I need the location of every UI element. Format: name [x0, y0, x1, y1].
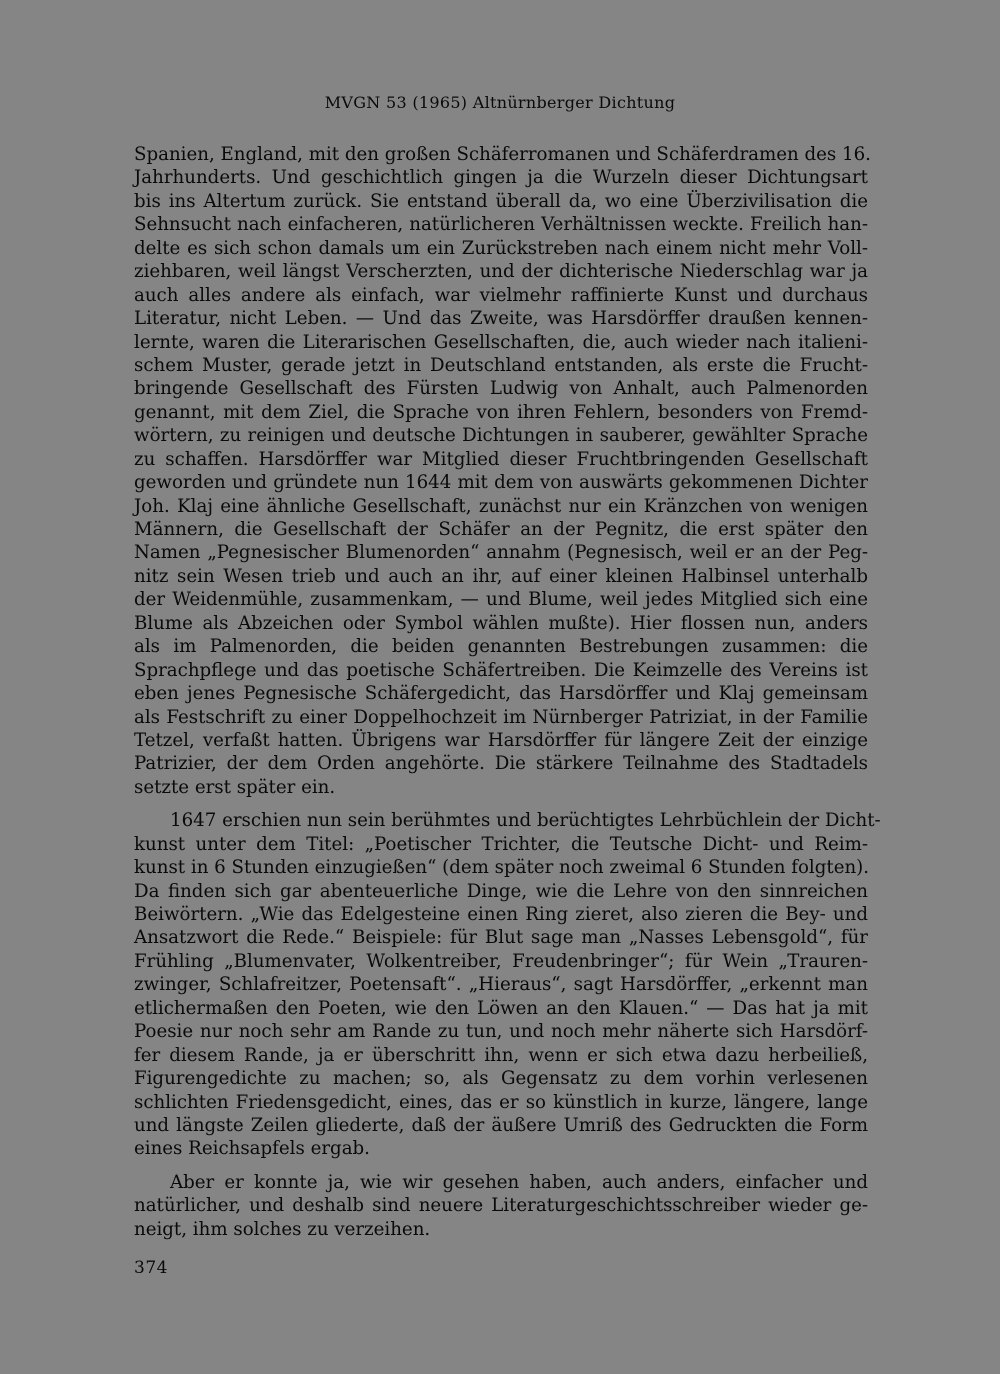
text-line: der Weidenmühle, zusammenkam, — und Blume, weil jedes Mitglied sich eine: [134, 589, 868, 611]
text-line: bis ins Altertum zurück. Sie entstand überall da, wo eine Überzivilisation die: [134, 190, 868, 212]
text-line: zwinger, Schlafreitzer, Poetensaft“. „Hieraus“, sagt Harsdörffer, „erkennt man: [134, 974, 868, 996]
text-line: 1647 erschien nun sein berühmtes und berüchtigtes Lehrbüchlein der Dicht-: [170, 810, 881, 832]
running-header: MVGN 53 (1965) Altnürnberger Dichtung: [324, 93, 676, 112]
text-line: natürlicher, und deshalb sind neuere Literaturgeschichtsschreiber wieder ge-: [134, 1195, 868, 1217]
text-line: lernte, waren die Literarischen Gesellschaften, die, auch wieder nach italieni-: [134, 331, 868, 353]
text-line: kunst unter dem Titel: „Poetischer Trichter, die Teutsche Dicht- und Reim-: [134, 833, 868, 855]
text-line: Da finden sich gar abenteuerliche Dinge, wie die Lehre von den sinnreichen: [134, 880, 868, 902]
text-line: etlichermaßen den Poeten, wie den Löwen an den Klauen.“ — Das hat ja mit: [134, 997, 868, 1019]
text-line: Namen „Pegnesischer Blumenorden“ annahm (Pegnesisch, weil er an der Peg-: [134, 542, 868, 564]
paragraph-gap: [134, 1161, 868, 1171]
body-text: [134, 143, 881, 1241]
text-line: zu schaffen. Harsdörffer war Mitglied dieser Fruchtbringenden Gesellschaft: [134, 448, 868, 470]
text-line: Frühling „Blumenvater, Wolkentreiber, Freudenbringer“; für Wein „Trauren-: [134, 950, 868, 972]
text-line: Joh. Klaj eine ähnliche Gesellschaft, zunächst nur ein Kränzchen von wenigen: [134, 495, 868, 517]
paragraph-3: [134, 1171, 868, 1241]
text-line: Spanien, England, mit den großen Schäferromanen und Schäferdramen des 16.: [134, 144, 871, 165]
paragraph-2: [134, 809, 881, 1161]
text-line: Beiwörtern. „Wie das Edelgesteine einen Ring zieret, also zieren die Bey- und: [134, 904, 868, 925]
text-line: Ansatzwort die Rede.“ Beispiele: für Blut sage man „Nasses Lebensgold“, für: [134, 927, 868, 949]
text-line: Jahrhunderts. Und geschichtlich gingen ja die Wurzeln dieser Dichtungsart: [134, 167, 868, 189]
text-line: Patrizier, der dem Orden angehörte. Die stärkere Teilnahme des Stadtadels: [134, 753, 868, 775]
paragraph-gap: [134, 799, 868, 809]
text-line: schem Muster, gerade jetzt in Deutschland entstanden, als erste die Frucht-: [134, 354, 868, 376]
paragraph-1: [134, 143, 871, 799]
text-line: eines Reichsapfels ergab.: [134, 1138, 370, 1160]
text-line: Literatur, nicht Leben. — Und das Zweite, was Harsdörffer draußen kennen-: [134, 308, 868, 330]
text-line: Männern, die Gesellschaft der Schäfer an der Pegnitz, die erst später den: [134, 519, 868, 540]
text-line: bringende Gesellschaft des Fürsten Ludwig von Anhalt, auch Palmenorden: [134, 378, 868, 400]
text-line: Sehnsucht nach einfacheren, natürlicheren Verhältnissen weckte. Freilich han-: [134, 214, 868, 236]
text-line: geworden und gründete nun 1644 mit dem von auswärts gekommenen Dichter: [134, 472, 868, 494]
text-line: als im Palmenorden, die beiden genannten Bestrebungen zusammen: die: [134, 636, 868, 658]
text-line: Figurengedichte zu machen; so, als Gegensatz zu dem vorhin verlesenen: [134, 1068, 868, 1090]
text-line: und längste Zeilen gliederte, daß der äußere Umriß des Gedruckten die Form: [134, 1114, 868, 1136]
text-line: Poesie nur noch sehr am Rande zu tun, und noch mehr näherte sich Harsdörf-: [134, 1021, 868, 1043]
text-line: fer diesem Rande, ja er überschritt ihn, wenn er sich etwa dazu herbeiließ,: [134, 1044, 868, 1066]
text-line: eben jenes Pegnesische Schäfergedicht, das Harsdörffer und Klaj gemeinsam: [134, 683, 868, 705]
text-line: schlichten Friedensgedicht, eines, das er so künstlich in kurze, längere, lange: [134, 1091, 868, 1113]
text-line: ziehbaren, weil längst Verscherzten, und der dichterische Niederschlag war ja: [134, 261, 868, 283]
text-line: wörtern, zu reinigen und deutsche Dichtungen in sauberer, gewählter Sprache: [134, 425, 868, 447]
text-line: kunst in 6 Stunden einzugießen“ (dem später noch zweimal 6 Stunden folgten).: [134, 857, 870, 879]
text-line: genannt, mit dem Ziel, die Sprache von ihren Fehlern, besonders von Fremd-: [134, 401, 868, 423]
text-line: als Festschrift zu einer Doppelhochzeit im Nürnberger Patriziat, in der Familie: [134, 706, 868, 728]
text-line: nitz sein Wesen trieb und auch an ihr, auf einer kleinen Halbinsel unterhalb: [134, 565, 868, 587]
text-line: Blume als Abzeichen oder Symbol wählen mußte). Hier flossen nun, anders: [134, 612, 868, 634]
text-line: auch alles andere als einfach, war vielmehr raffinierte Kunst und durchaus: [134, 284, 868, 306]
text-line: delte es sich schon damals um ein Zurückstreben nach einem nicht mehr Voll-: [134, 237, 868, 259]
page-number: 374: [134, 1258, 168, 1278]
text-line: Tetzel, verfaßt hatten. Übrigens war Harsdörffer für längere Zeit der einzige: [134, 729, 868, 751]
text-line: Sprachpflege und das poetische Schäfertreiben. Die Keimzelle des Vereins ist: [134, 659, 868, 681]
text-line: Aber er konnte ja, wie wir gesehen haben, auch anders, einfacher und: [170, 1171, 868, 1193]
text-line: setzte erst später ein.: [134, 776, 336, 798]
text-line: neigt, ihm solches zu verzeihen.: [134, 1218, 431, 1240]
